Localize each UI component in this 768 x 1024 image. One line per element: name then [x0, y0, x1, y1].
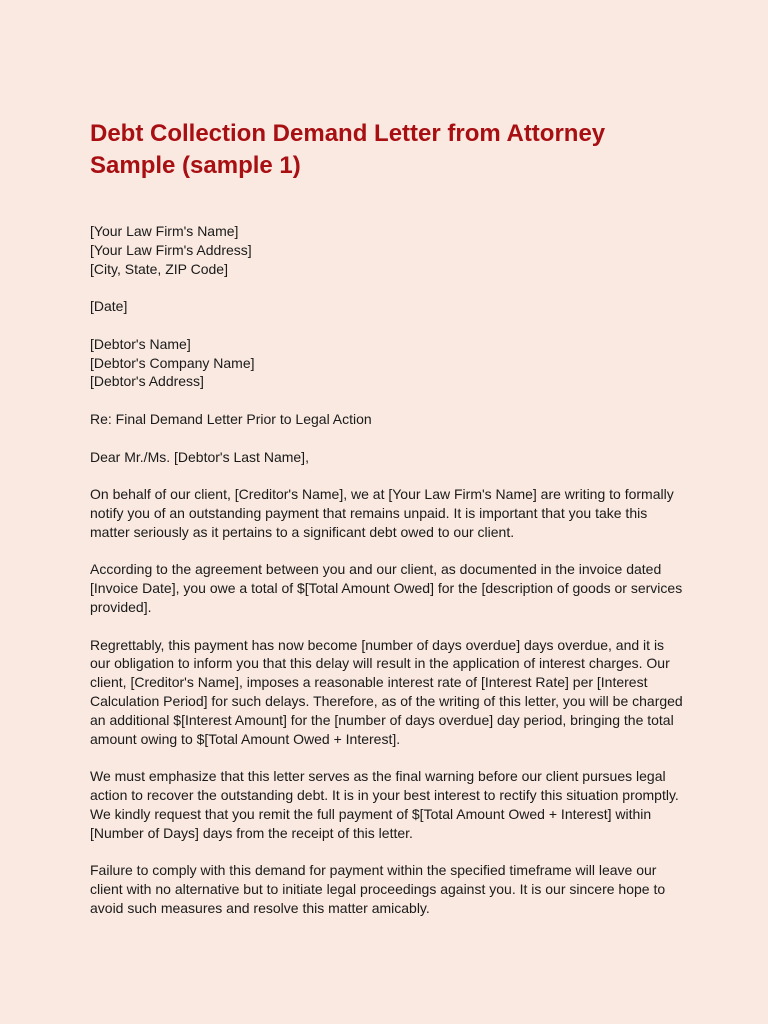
sender-firm-address: [Your Law Firm's Address]	[90, 241, 252, 258]
recipient-company: [Debtor's Company Name]	[90, 354, 255, 371]
recipient-address-block	[90, 335, 698, 391]
salutation-line	[90, 448, 698, 467]
sender-city-state-zip: [City, State, ZIP Code]	[90, 260, 228, 277]
recipient-address: [Debtor's Address]	[90, 373, 204, 390]
subject-line	[90, 410, 698, 429]
body-paragraph: Regrettably, this payment has now become [number of days overdue] days overdue, and it is our obligation to inform you that this delay will result in the application of interest charges. Our client, [Creditor's Name], imposes a reasonable interest rate of [Interest Rate] per [Interest Calculation Period] for such delays. Therefore, as of the writing of this letter, you will be charged an additional $[Interest Amount] for the [number of days overdue] day period, bringing the total amount owing to $[Total Amount Owed + Interest].	[90, 636, 683, 747]
date-block	[90, 297, 698, 316]
subject-text: Re: Final Demand Letter Prior to Legal Action	[90, 410, 372, 427]
sender-address-block	[90, 222, 698, 278]
body-paragraph: According to the agreement between you and our client, as documented in the invoice dated [Invoice Date], you owe a total of $[Total Amount Owed] for the [description of goods or services provided].	[90, 561, 683, 615]
salutation-text: Dear Mr./Ms. [Debtor's Last Name],	[90, 448, 309, 465]
document-title: Debt Collection Demand Letter from Attorney Sample (sample 1)	[90, 120, 606, 179]
body-paragraph: On behalf of our client, [Creditor's Name], we at [Your Law Firm's Name] are writing to formally notify you of an outstanding payment that remains unpaid. It is important that you take this matter seriously as it pertains to a significant debt owed to our client.	[90, 486, 674, 540]
letter-date: [Date]	[90, 298, 128, 315]
body-paragraph: Failure to comply with this demand for payment within the specified timeframe will leave our client with no alternative but to initiate legal proceedings against you. It is our sincere hope to avoid such measures and resolve this matter amicably.	[90, 862, 666, 916]
recipient-name: [Debtor's Name]	[90, 335, 191, 352]
sender-firm-name: [Your Law Firm's Name]	[90, 223, 239, 239]
body-paragraph: We must emphasize that this letter serves as the final warning before our client pursues legal action to recover the outstanding debt. It is in your best interest to rectify this situation promptly. We kindly request that you remit the full payment of $[Total Amount Owed + Interest] within [Number of Days] days from the receipt of this letter.	[90, 768, 679, 841]
